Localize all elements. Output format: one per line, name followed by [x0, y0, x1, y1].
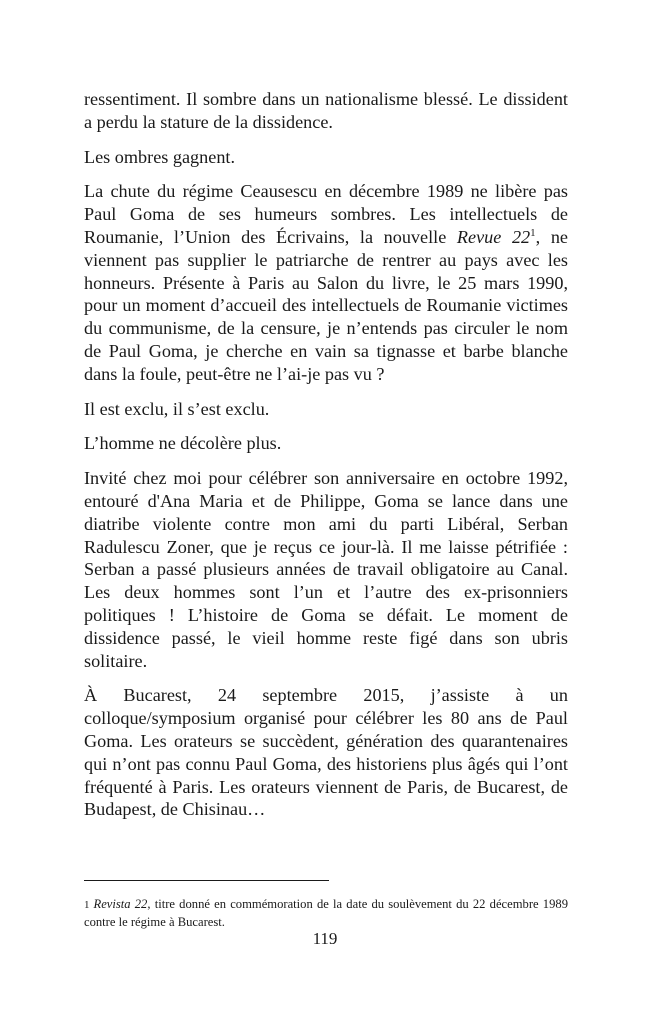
paragraph-2: Les ombres gagnent.: [84, 146, 236, 167]
paragraph-5: L’homme ne décolère plus.: [84, 433, 282, 454]
paragraph-4: Il est exclu, il s’est exclu.: [84, 398, 270, 419]
paragraph-7: À Bucarest, 24 septembre 2015, j’assiste à un colloque/symposium organisé pour célébrer les 80 ans de Paul Goma. Les orateurs se succèdent, génération des quarantenaires qui n’ont pas connu Paul Goma, des historiens plus âgés qui l’ont fréquenté à Paris. Les orateurs viennent de Paris, de Bucarest, de Budapest, de Chisinau…: [84, 685, 568, 820]
paragraph-1: ressentiment. Il sombre dans un nationalisme blessé. Le dissident a perdu la stature de la dissidence.: [84, 89, 568, 132]
paragraph-3-text-start: La chute du régime Ceausescu en décembre 1989 ne libère pas Paul Goma de ses humeurs sombres. Les intellectuels de Roumanie, l’Union des Écrivains, la nouvelle: [84, 181, 568, 247]
paragraph-3: [84, 180, 568, 385]
footnote-reference[interactable]: 1: [530, 226, 536, 239]
footnote-text: , titre donné en commémoration de la date du soulèvement du 22 décembre 1989 contre le régime à Bucarest.: [84, 897, 568, 929]
paragraph-3-text-end: , ne viennent pas supplier le patriarche de rentrer au pays avec les honneurs. Présente à Paris au Salon du livre, le 25 mars 1990, pour un moment d’accueil des intellectuels de Roumanie victimes du communisme, de la censure, je n’entends pas circuler le nom de Paul Goma, je cherche en vain sa tignasse et barbe blanche dans la foule, peut-être ne l’ai-je pas vu ?: [84, 226, 569, 384]
footnote-separator: [84, 880, 329, 881]
footnote-number: 1: [84, 899, 90, 911]
paragraph-6: Invité chez moi pour célébrer son anniversaire en octobre 1992, entouré d'Ana Maria et de Philippe, Goma se lance dans une diatribe violente contre mon ami du parti Libéral, Serban Radulescu Zoner, que je reçus ce jour-là. Il me laisse pétrifiée : Serban a passé plusieurs années de travail obligatoire au Canal. Les deux hommes sont l’un et l’autre des ex-prisonniers politiques ! L’histoire de Goma se défait. Le moment de dissidence passé, le vieil homme reste figé dans son ubris solitaire.: [84, 468, 568, 671]
main-text: [84, 88, 568, 833]
revue-22-title: Revue 22: [456, 226, 531, 247]
page-number: 119: [312, 929, 338, 948]
footnote-italic-title: Revista 22: [93, 897, 148, 911]
footnote: [84, 896, 568, 931]
